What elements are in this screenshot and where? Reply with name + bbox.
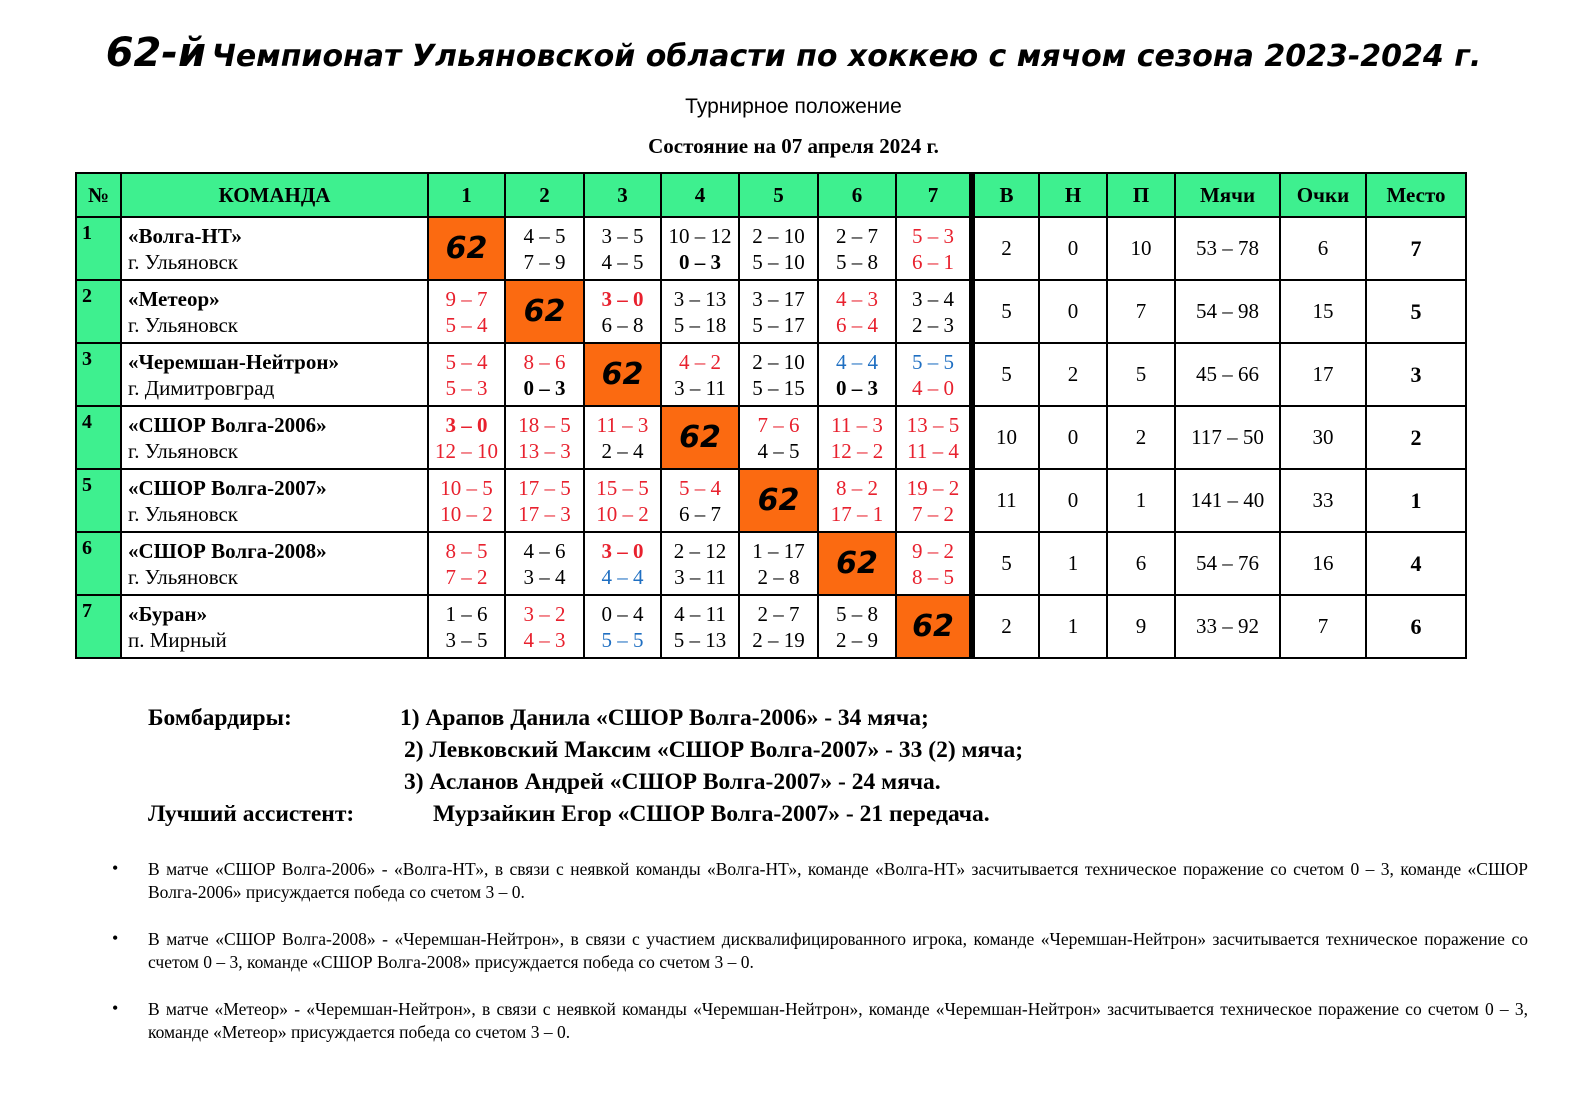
- table-row: [76, 532, 1466, 595]
- col-header-wins: В: [972, 173, 1039, 217]
- game-2-score: 5 – 18: [673, 312, 727, 337]
- scorer-1: 1) Арапов Данила «СШОР Волга-2006» - 34 мяча;: [400, 705, 929, 731]
- game-2-score: 6 – 1: [912, 249, 954, 274]
- game-1-score: 2 – 7: [757, 601, 800, 626]
- wins-cell: 2: [972, 217, 1039, 280]
- match-score-cell: [661, 469, 739, 532]
- game-1-score: 9 – 7: [445, 286, 488, 311]
- assistant-label: Лучший ассистент:: [148, 801, 355, 827]
- team-name: «СШОР Волга-2008»: [128, 538, 327, 563]
- game-2-score: 5 – 4: [445, 312, 488, 337]
- game-2-score: 4 – 5: [601, 249, 644, 274]
- page-subtitle: Турнирное положение: [685, 95, 902, 118]
- place-cell: 6: [1366, 595, 1466, 658]
- goals-cell: 117 – 50: [1175, 406, 1280, 469]
- place-cell: 3: [1366, 343, 1466, 406]
- game-1-score: 2 – 10: [752, 223, 805, 248]
- place-cell: 2: [1366, 406, 1466, 469]
- game-1-score: 15 – 5: [596, 475, 649, 500]
- match-score-cell: [505, 217, 584, 280]
- match-score-cell: [584, 532, 661, 595]
- game-2-score: 12 – 2: [830, 438, 884, 463]
- match-score-cell: [739, 406, 818, 469]
- bullet-icon: •: [112, 998, 119, 1018]
- table-row: [76, 595, 1466, 658]
- game-1-score: 17 – 5: [518, 475, 571, 500]
- game-1-score: 5 – 3: [912, 223, 954, 248]
- game-2-score: 0 – 3: [523, 375, 566, 400]
- wins-cell: 5: [972, 280, 1039, 343]
- game-2-score: 6 – 8: [601, 312, 644, 337]
- match-score-cell: [896, 469, 972, 532]
- rank-cell: 4: [76, 406, 121, 469]
- game-2-score: 5 – 5: [601, 627, 644, 652]
- game-1-score: 19 – 2: [906, 475, 960, 500]
- game-2-score: 2 – 3: [912, 312, 954, 337]
- game-2-score: 4 – 0: [912, 375, 954, 400]
- rank-cell: 5: [76, 469, 121, 532]
- notes-list: [108, 858, 1528, 1068]
- team-cell: [121, 595, 428, 658]
- game-1-score: 10 – 5: [440, 475, 493, 500]
- wins-cell: 5: [972, 532, 1039, 595]
- scorer-3: 3) Асланов Андрей «СШОР Волга-2007» - 24 мяча.: [404, 769, 941, 795]
- game-2-score: 5 – 10: [752, 249, 805, 274]
- match-score-cell: [428, 343, 505, 406]
- col-header-draws: Н: [1039, 173, 1107, 217]
- losses-cell: 5: [1107, 343, 1175, 406]
- losses-cell: 9: [1107, 595, 1175, 658]
- game-2-score: 17 – 1: [830, 501, 884, 526]
- game-2-score: 4 – 5: [757, 438, 800, 463]
- points-cell: 30: [1280, 406, 1366, 469]
- table-row: [76, 217, 1466, 280]
- game-1-score: 18 – 5: [518, 412, 571, 437]
- match-score-cell: [505, 343, 584, 406]
- page-title: [0, 30, 1587, 76]
- title-text: Чемпионат Ульяновской области по хоккею с мячом сезона 2023-2024 г.: [211, 39, 1482, 74]
- game-1-score: 5 – 4: [445, 349, 488, 374]
- wins-cell: 5: [972, 343, 1039, 406]
- table-header-row: [76, 173, 1466, 217]
- game-1-score: 3 – 0: [445, 412, 488, 437]
- col-header-opp-7: 7: [896, 173, 972, 217]
- game-2-score: 17 – 3: [518, 501, 571, 526]
- match-score-cell: [661, 280, 739, 343]
- team-cell: [121, 406, 428, 469]
- match-score-cell: [661, 217, 739, 280]
- game-1-score: 2 – 12: [673, 538, 727, 563]
- losses-cell: 2: [1107, 406, 1175, 469]
- game-2-score: 5 – 17: [752, 312, 805, 337]
- note-text: В матче «СШОР Волга-2008» - «Черемшан-Нейтрон», в связи с участием дисквалифицированного игрока, команде «Черемшан-Нейтрон» засчитывается техническое поражение со счетом 0 – 3, команде «СШОР Волга-2008» присуждается победа со счетом 3 – 0.: [148, 929, 1528, 972]
- self-match-cell: 62: [896, 595, 972, 658]
- draws-cell: 0: [1039, 217, 1107, 280]
- match-score-cell: [428, 406, 505, 469]
- draws-cell: 0: [1039, 406, 1107, 469]
- game-1-score: 3 – 17: [752, 286, 805, 311]
- match-score-cell: [818, 469, 896, 532]
- losses-cell: 7: [1107, 280, 1175, 343]
- draws-cell: 0: [1039, 469, 1107, 532]
- game-1-score: 5 – 8: [836, 601, 878, 626]
- game-1-score: 5 – 5: [912, 349, 954, 374]
- match-score-cell: [584, 406, 661, 469]
- game-1-score: 2 – 7: [836, 223, 878, 248]
- game-1-score: 8 – 6: [523, 349, 566, 374]
- team-cell: [121, 469, 428, 532]
- team-name: «СШОР Волга-2006»: [128, 412, 327, 437]
- game-1-score: 2 – 10: [752, 349, 805, 374]
- best-assistant: Мурзайкин Егор «СШОР Волга-2007» - 21 передача.: [433, 801, 990, 827]
- bullet-icon: •: [112, 928, 119, 948]
- team-name: «СШОР Волга-2007»: [128, 475, 327, 500]
- game-1-score: 4 – 6: [523, 538, 566, 563]
- self-match-cell: 62: [584, 343, 661, 406]
- game-2-score: 2 – 19: [752, 627, 805, 652]
- draws-cell: 2: [1039, 343, 1107, 406]
- place-cell: 4: [1366, 532, 1466, 595]
- col-header-opp-5: 5: [739, 173, 818, 217]
- points-cell: 16: [1280, 532, 1366, 595]
- rank-cell: 7: [76, 595, 121, 658]
- points-cell: 17: [1280, 343, 1366, 406]
- match-score-cell: [505, 406, 584, 469]
- team-name: «Черемшан-Нейтрон»: [128, 349, 339, 374]
- game-2-score: 5 – 3: [445, 375, 488, 400]
- losses-cell: 10: [1107, 217, 1175, 280]
- match-score-cell: [896, 532, 972, 595]
- game-2-score: 7 – 9: [523, 249, 566, 274]
- draws-cell: 1: [1039, 532, 1107, 595]
- game-1-score: 8 – 5: [445, 538, 488, 563]
- match-score-cell: [896, 406, 972, 469]
- match-score-cell: [584, 280, 661, 343]
- match-score-cell: [818, 217, 896, 280]
- rank-cell: 3: [76, 343, 121, 406]
- game-2-score: 2 – 8: [757, 564, 800, 589]
- game-2-score: 11 – 4: [907, 438, 959, 463]
- game-1-score: 3 – 5: [601, 223, 644, 248]
- team-cell: [121, 280, 428, 343]
- col-header-opp-2: 2: [505, 173, 584, 217]
- match-score-cell: [428, 280, 505, 343]
- team-city: г. Ульяновск: [128, 438, 239, 463]
- game-2-score: 3 – 4: [523, 564, 566, 589]
- game-1-score: 5 – 4: [679, 475, 721, 500]
- wins-cell: 2: [972, 595, 1039, 658]
- team-city: г. Димитровград: [128, 375, 275, 400]
- col-header-opp-3: 3: [584, 173, 661, 217]
- table-row: [76, 406, 1466, 469]
- game-2-score: 2 – 9: [836, 627, 878, 652]
- game-2-score: 13 – 3: [518, 438, 571, 463]
- col-header-points: Очки: [1280, 173, 1366, 217]
- match-score-cell: [661, 595, 739, 658]
- match-score-cell: [818, 406, 896, 469]
- col-header-opp-1: 1: [428, 173, 505, 217]
- col-header-place: Место: [1366, 173, 1466, 217]
- standings-body: [76, 217, 1466, 658]
- status-date: Состояние на 07 апреля 2024 г.: [648, 134, 939, 158]
- match-score-cell: [584, 469, 661, 532]
- game-2-score: 6 – 7: [679, 501, 721, 526]
- game-1-score: 1 – 6: [445, 601, 488, 626]
- game-2-score: 2 – 4: [601, 438, 644, 463]
- note-text: В матче «СШОР Волга-2006» - «Волга-НТ», в связи с неявкой команды «Волга-НТ», команде «Волга-НТ» засчитывается техническое поражение со счетом 0 – 3, команде «СШОР Волга-2006» присуждается победа со счетом 3 – 0.: [148, 859, 1528, 902]
- standings-table: [75, 172, 1467, 659]
- game-2-score: 12 – 10: [435, 438, 498, 463]
- wins-cell: 11: [972, 469, 1039, 532]
- points-cell: 7: [1280, 595, 1366, 658]
- self-match-cell: 62: [661, 406, 739, 469]
- self-match-cell: 62: [818, 532, 896, 595]
- game-2-score: 5 – 8: [836, 249, 878, 274]
- game-1-score: 3 – 0: [601, 538, 644, 563]
- match-score-cell: [505, 532, 584, 595]
- col-header-num: №: [76, 173, 121, 217]
- losses-cell: 6: [1107, 532, 1175, 595]
- team-name: «Буран»: [128, 601, 208, 626]
- points-cell: 33: [1280, 469, 1366, 532]
- game-1-score: 10 – 12: [668, 223, 732, 248]
- goals-cell: 141 – 40: [1175, 469, 1280, 532]
- col-header-goals: Мячи: [1175, 173, 1280, 217]
- game-1-score: 11 – 3: [596, 412, 649, 437]
- game-2-score: 8 – 5: [912, 564, 954, 589]
- team-name: «Метеор»: [128, 286, 220, 311]
- game-1-score: 13 – 5: [906, 412, 960, 437]
- match-score-cell: [505, 595, 584, 658]
- scorers-label: Бомбардиры:: [148, 705, 292, 731]
- game-2-score: 10 – 2: [596, 501, 649, 526]
- game-2-score: 0 – 3: [679, 249, 721, 274]
- match-score-cell: [896, 280, 972, 343]
- match-score-cell: [584, 595, 661, 658]
- game-2-score: 3 – 11: [674, 375, 726, 400]
- table-row: [76, 469, 1466, 532]
- match-score-cell: [896, 343, 972, 406]
- game-1-score: 4 – 3: [836, 286, 878, 311]
- self-match-cell: 62: [505, 280, 584, 343]
- game-1-score: 1 – 17: [752, 538, 805, 563]
- rank-cell: 1: [76, 217, 121, 280]
- match-score-cell: [818, 280, 896, 343]
- table-row: [76, 343, 1466, 406]
- match-score-cell: [818, 595, 896, 658]
- team-name: «Волга-НТ»: [128, 223, 242, 248]
- match-score-cell: [739, 280, 818, 343]
- col-header-losses: П: [1107, 173, 1175, 217]
- place-cell: 5: [1366, 280, 1466, 343]
- game-2-score: 10 – 2: [440, 501, 493, 526]
- game-2-score: 7 – 2: [912, 501, 954, 526]
- self-match-cell: 62: [428, 217, 505, 280]
- goals-cell: 45 – 66: [1175, 343, 1280, 406]
- bullet-icon: •: [112, 858, 119, 878]
- game-1-score: 4 – 11: [674, 601, 726, 626]
- note-item: [108, 998, 1528, 1044]
- goals-cell: 54 – 76: [1175, 532, 1280, 595]
- team-city: г. Ульяновск: [128, 501, 239, 526]
- col-header-opp-4: 4: [661, 173, 739, 217]
- place-cell: 1: [1366, 469, 1466, 532]
- rank-cell: 6: [76, 532, 121, 595]
- game-2-score: 4 – 3: [523, 627, 566, 652]
- game-1-score: 3 – 0: [601, 286, 644, 311]
- team-city: г. Ульяновск: [128, 564, 239, 589]
- losses-cell: 1: [1107, 469, 1175, 532]
- game-2-score: 5 – 13: [673, 627, 727, 652]
- title-number: 62-й: [105, 30, 206, 76]
- team-city: г. Ульяновск: [128, 249, 239, 274]
- team-cell: [121, 343, 428, 406]
- match-score-cell: [661, 343, 739, 406]
- wins-cell: 10: [972, 406, 1039, 469]
- match-score-cell: [428, 532, 505, 595]
- match-score-cell: [739, 343, 818, 406]
- col-header-opp-6: 6: [818, 173, 896, 217]
- note-item: [108, 928, 1528, 974]
- game-2-score: 5 – 15: [752, 375, 805, 400]
- game-2-score: 3 – 5: [445, 627, 488, 652]
- game-1-score: 3 – 4: [912, 286, 954, 311]
- match-score-cell: [896, 217, 972, 280]
- game-1-score: 9 – 2: [912, 538, 954, 563]
- game-1-score: 3 – 13: [673, 286, 727, 311]
- game-1-score: 8 – 2: [836, 475, 878, 500]
- game-1-score: 4 – 2: [679, 349, 721, 374]
- game-2-score: 0 – 3: [836, 375, 878, 400]
- game-2-score: 4 – 4: [601, 564, 644, 589]
- match-score-cell: [818, 343, 896, 406]
- place-cell: 7: [1366, 217, 1466, 280]
- team-cell: [121, 532, 428, 595]
- col-header-team: КОМАНДА: [121, 173, 428, 217]
- game-1-score: 0 – 4: [601, 601, 644, 626]
- scorer-2: 2) Левковский Максим «СШОР Волга-2007» - 33 (2) мяча;: [404, 737, 1024, 763]
- match-score-cell: [739, 595, 818, 658]
- match-score-cell: [428, 595, 505, 658]
- goals-cell: 54 – 98: [1175, 280, 1280, 343]
- match-score-cell: [739, 532, 818, 595]
- game-1-score: 4 – 5: [523, 223, 566, 248]
- match-score-cell: [739, 217, 818, 280]
- game-1-score: 4 – 4: [836, 349, 878, 374]
- team-cell: [121, 217, 428, 280]
- points-cell: 6: [1280, 217, 1366, 280]
- team-city: п. Мирный: [128, 627, 227, 652]
- game-2-score: 6 – 4: [836, 312, 878, 337]
- game-1-score: 11 – 3: [831, 412, 883, 437]
- game-2-score: 3 – 11: [674, 564, 726, 589]
- points-cell: 15: [1280, 280, 1366, 343]
- draws-cell: 1: [1039, 595, 1107, 658]
- team-city: г. Ульяновск: [128, 312, 239, 337]
- match-score-cell: [505, 469, 584, 532]
- note-text: В матче «Метеор» - «Черемшан-Нейтрон», в связи с неявкой команды «Черемшан-Нейтрон», команде «Черемшан-Нейтрон» засчитывается техническое поражение со счетом 0 – 3, команде «Метеор» присуждается победа со счетом 3 – 0.: [148, 999, 1528, 1042]
- game-1-score: 3 – 2: [523, 601, 566, 626]
- rank-cell: 2: [76, 280, 121, 343]
- match-score-cell: [661, 532, 739, 595]
- draws-cell: 0: [1039, 280, 1107, 343]
- match-score-cell: [428, 469, 505, 532]
- table-row: [76, 280, 1466, 343]
- goals-cell: 33 – 92: [1175, 595, 1280, 658]
- note-item: [108, 858, 1528, 904]
- self-match-cell: 62: [739, 469, 818, 532]
- goals-cell: 53 – 78: [1175, 217, 1280, 280]
- match-score-cell: [584, 217, 661, 280]
- game-2-score: 7 – 2: [445, 564, 488, 589]
- game-1-score: 7 – 6: [757, 412, 800, 437]
